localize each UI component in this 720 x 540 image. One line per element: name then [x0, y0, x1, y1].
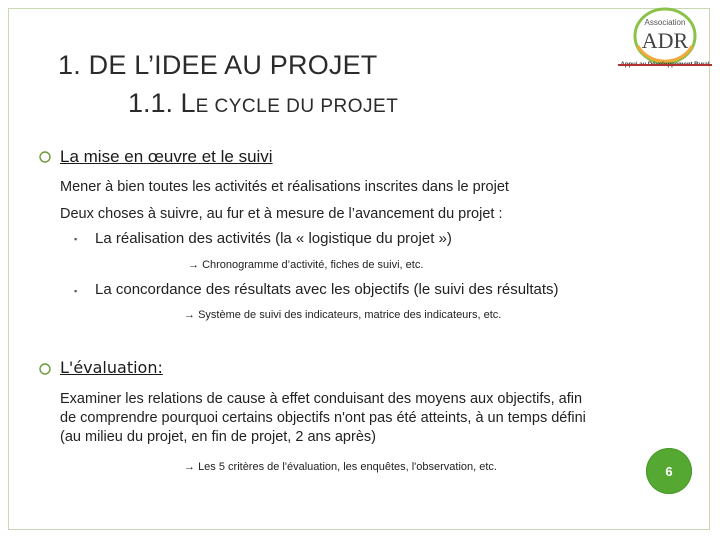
square-bullet-icon: ▪ — [74, 286, 78, 296]
subtitle-text: E CYCLE DU PROJET — [195, 96, 399, 117]
subtitle-number: 1.1. L — [128, 88, 196, 118]
note-criteres: → Les 5 critères de l'évaluation, les enquêtes, l'observation, etc. — [184, 461, 497, 473]
slide-subtitle — [128, 88, 398, 119]
arrow-right-icon: → — [184, 309, 199, 321]
logo-underline — [618, 64, 712, 66]
adr-logo — [620, 6, 710, 72]
section-heading-evaluation: L'évaluation: — [60, 358, 163, 377]
square-bullet-icon: ▪ — [74, 234, 78, 244]
circle-bullet-icon — [38, 362, 52, 376]
logo-main-text: ADR — [641, 28, 689, 53]
paragraph-examiner: Examiner les relations de cause à effet conduisant des moyens aux objectifs, afin de comprendre pourquoi certains objectifs n'ont pas été atteints, à un temps défini (au milieu du projet, en fin de projet, 2 ans après) — [60, 391, 586, 445]
section-heading-suivi: La mise en œuvre et le suivi — [60, 147, 273, 166]
arrow-right-icon: → — [188, 259, 203, 271]
list-item-concordance: La concordance des résultats avec les objectifs (le suivi des résultats) — [95, 281, 559, 298]
list-item-realisation: La réalisation des activités (la « logistique du projet ») — [95, 230, 452, 247]
slide-title: 1. DE L’IDEE AU PROJET — [58, 50, 378, 80]
page-number-badge: 6 — [646, 448, 692, 494]
paragraph-mener: Mener à bien toutes les activités et réalisations inscrites dans le projet — [60, 179, 509, 195]
note-systeme-suivi: → Système de suivi des indicateurs, matrice des indicateurs, etc. — [184, 309, 502, 321]
arrow-right-icon: → — [184, 461, 199, 473]
logo-top-text: Association — [644, 18, 686, 27]
paragraph-deux-choses: Deux choses à suivre, au fur et à mesure de l’avancement du projet : — [60, 206, 503, 222]
note-chronogramme: → Chronogramme d’activité, fiches de suivi, etc. — [188, 259, 424, 271]
circle-bullet-icon — [38, 150, 52, 164]
